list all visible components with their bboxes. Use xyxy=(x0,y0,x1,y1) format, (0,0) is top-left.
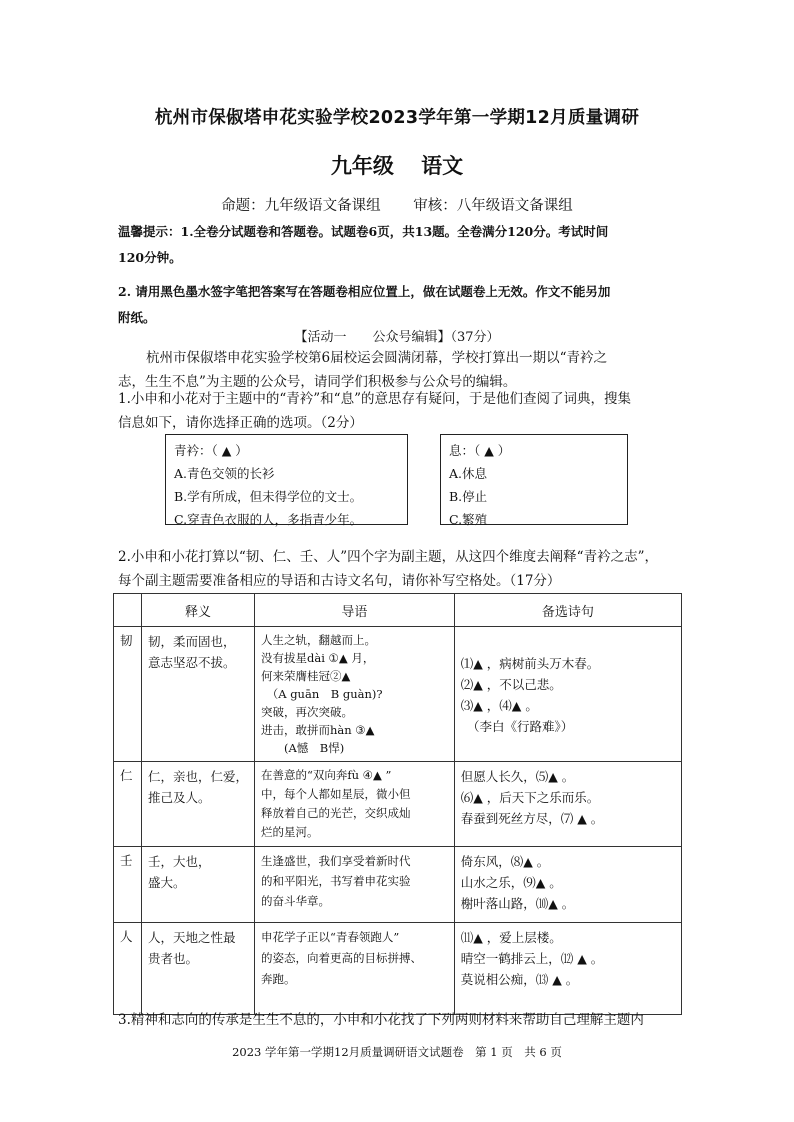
meaning-line: 意志坚忍不拔。 xyxy=(147,655,236,670)
row-intro xyxy=(254,762,454,847)
row-intro xyxy=(254,923,454,1015)
question-1-text xyxy=(118,387,688,435)
grade-label: 九年级 xyxy=(330,154,394,178)
intro-line: (A憾 B悍) xyxy=(260,741,345,755)
tip-line-1: 温馨提示：1.全卷分试题卷和答题卷。试题卷6页，共13题。全卷满分120分。考试时间 xyxy=(118,224,609,239)
poem-line: 榭叶落山路，⑽▲ 。 xyxy=(460,896,575,911)
box-a-head: 青衿：（ ▲ ） xyxy=(174,443,248,458)
exam-title: 杭州市保俶塔申花实验学校2023学年第一学期12月质量调研 xyxy=(154,108,640,128)
intro-line: 突破，再次突破。 xyxy=(260,705,353,719)
intro-line: 的和平阳光，书写着申花实验 xyxy=(260,874,411,888)
row-meaning xyxy=(141,847,254,923)
table-row xyxy=(114,923,682,1015)
poem-line: （李白《行路难》） xyxy=(460,719,574,734)
row-poems xyxy=(454,762,681,847)
definition-box-xi xyxy=(440,434,628,525)
poem-line: 倚东风，⑻▲ 。 xyxy=(460,854,550,869)
box-b-option-b: B.停止 xyxy=(449,489,488,504)
table-row xyxy=(114,847,682,923)
box-a-option-a: A.青色交领的长衫 xyxy=(174,466,275,481)
question-2-text xyxy=(118,545,698,593)
table-header-poems: 备选诗句 xyxy=(454,594,681,627)
poem-line: 春蚕到死丝方尽，⑺ ▲ 。 xyxy=(460,811,604,826)
poem-line: 莫说相公痴，⒀ ▲ 。 xyxy=(460,972,579,987)
row-meaning xyxy=(141,627,254,762)
meaning-line: 盛大。 xyxy=(147,875,186,890)
intro-line: 进击，敢拼而hàn ③▲ xyxy=(260,723,375,737)
theme-table xyxy=(113,593,682,1015)
activity-intro-line-2: 志，生生不息”为主题的公众号，请同学们积极参与公众号的编辑。 xyxy=(118,374,517,390)
poem-line: ⑴▲ ，病树前头万木春。 xyxy=(460,656,600,671)
box-b-head: 息：（ ▲ ） xyxy=(449,443,511,458)
page-footer: 2023 学年第一学期12月质量调研语文试题卷 第 1 页 共 6 页 xyxy=(232,1045,562,1059)
poem-line: ⑹▲ ，后天下之乐而乐。 xyxy=(460,790,600,805)
box-a-option-b: B.学有所成，但未得学位的文士。 xyxy=(174,489,363,504)
intro-line: 的奋斗华章。 xyxy=(260,894,330,908)
poem-line: ⑶▲ ，⑷▲ 。 xyxy=(460,698,538,713)
box-b-option-a: A.休息 xyxy=(449,466,488,481)
poem-line: ⑵▲ ，不以己悲。 xyxy=(460,677,562,692)
intro-line: 中，每个人都如星辰，微小但 xyxy=(260,787,411,801)
box-b-option-c: C.繁殖 xyxy=(449,512,488,527)
exam-subtitle xyxy=(0,150,794,180)
meaning-line: 壬，大也， xyxy=(147,854,211,869)
intro-line: 烂的星河。 xyxy=(260,825,319,839)
table-row xyxy=(114,627,682,762)
row-intro xyxy=(254,847,454,923)
intro-line: 在善意的“双向奔fù ④▲ ” xyxy=(260,768,392,782)
row-meaning xyxy=(141,762,254,847)
intro-line: 何来荣膺桂冠②▲ xyxy=(260,669,351,683)
poem-line: ⑾▲ ，爱上层楼。 xyxy=(460,930,562,945)
definition-box-qingjin xyxy=(165,434,408,525)
activity-intro-line-1: 杭州市保俶塔申花实验学校第6届校运会圆满闭幕，学校打算出一期以“青衿之 xyxy=(146,350,607,366)
row-intro xyxy=(254,627,454,762)
table-header-blank xyxy=(114,594,142,627)
tip-line-3: 2. 请用黑色墨水签字笔把答案写在答题卷相应位置上，做在试题卷上无效。作文不能另加 xyxy=(118,284,611,299)
row-char: 壬 xyxy=(114,847,142,923)
row-char: 仁 xyxy=(114,762,142,847)
row-meaning xyxy=(141,923,254,1015)
activity-heading: 【活动一 公众号编辑】（37分） xyxy=(294,330,500,345)
intro-line: 奔跑。 xyxy=(260,972,296,986)
table-row xyxy=(114,762,682,847)
q2-line-2: 每个副主题需要准备相应的导语和古诗文名句，请你补写空格处。（17分） xyxy=(118,573,561,589)
intro-line: 的姿态，向着更高的目标拼搏、 xyxy=(260,951,422,965)
q2-line-1: 2.小申和小花打算以“韧、仁、壬、人”四个字为副主题，从这四个维度去阐释“青衿之志”， xyxy=(118,549,658,565)
proposer-text: 命题：九年级语文备课组 xyxy=(221,198,381,214)
meaning-line: 仁，亲也，仁爱， xyxy=(147,769,248,784)
subject-label: 语文 xyxy=(421,154,464,178)
poem-line: 但愿人长久，⑸▲ 。 xyxy=(460,769,575,784)
row-poems xyxy=(454,627,681,762)
row-poems xyxy=(454,847,681,923)
table-header-row xyxy=(114,594,682,627)
authors-line xyxy=(0,194,794,215)
tip-line-2: 120分钟。 xyxy=(118,250,182,265)
q1-line-1: 1.小申和小花对于主题中的“青衿”和“息”的意思存有疑问，于是他们查阅了词典，搜集 xyxy=(118,391,631,407)
row-char: 人 xyxy=(114,923,142,1015)
poem-line: 山水之乐，⑼▲ 。 xyxy=(460,875,562,890)
table-header-intro: 导语 xyxy=(254,594,454,627)
intro-line: 人生之轨，翻越而上。 xyxy=(260,633,376,647)
poem-line: 晴空一鹤排云上，⑿ ▲ 。 xyxy=(460,951,604,966)
intro-line: （A guān B guàn)? xyxy=(260,687,383,701)
intro-line: 生逢盛世，我们享受着新时代 xyxy=(260,854,411,868)
intro-line: 没有拔星dài ①▲ 月， xyxy=(260,651,375,665)
box-a-option-c: C.穿青色衣服的人，多指青少年。 xyxy=(174,512,363,527)
intro-line: 申花学子正以“青春领跑人” xyxy=(260,930,400,944)
reviewer-text: 审核：八年级语文备课组 xyxy=(413,198,573,214)
meaning-line: 人，天地之性最 xyxy=(147,930,236,945)
q1-line-2: 信息如下，请你选择正确的选项。（2分） xyxy=(118,415,363,431)
meaning-line: 贵者也。 xyxy=(147,951,198,966)
meaning-line: 推己及人。 xyxy=(147,790,211,805)
tips-block xyxy=(118,219,688,331)
row-poems xyxy=(454,923,681,1015)
intro-line: 释放着自己的光芒，交织成灿 xyxy=(260,806,411,820)
meaning-line: 韧，柔而固也， xyxy=(147,634,236,649)
table-header-meaning: 释义 xyxy=(141,594,254,627)
row-char: 韧 xyxy=(114,627,142,762)
question-3-text: 3.精神和志向的传承是生生不息的，小申和小花找了下列两则材料来帮助自己理解主题内 xyxy=(118,1012,644,1028)
tip-line-4: 附纸。 xyxy=(118,310,156,325)
